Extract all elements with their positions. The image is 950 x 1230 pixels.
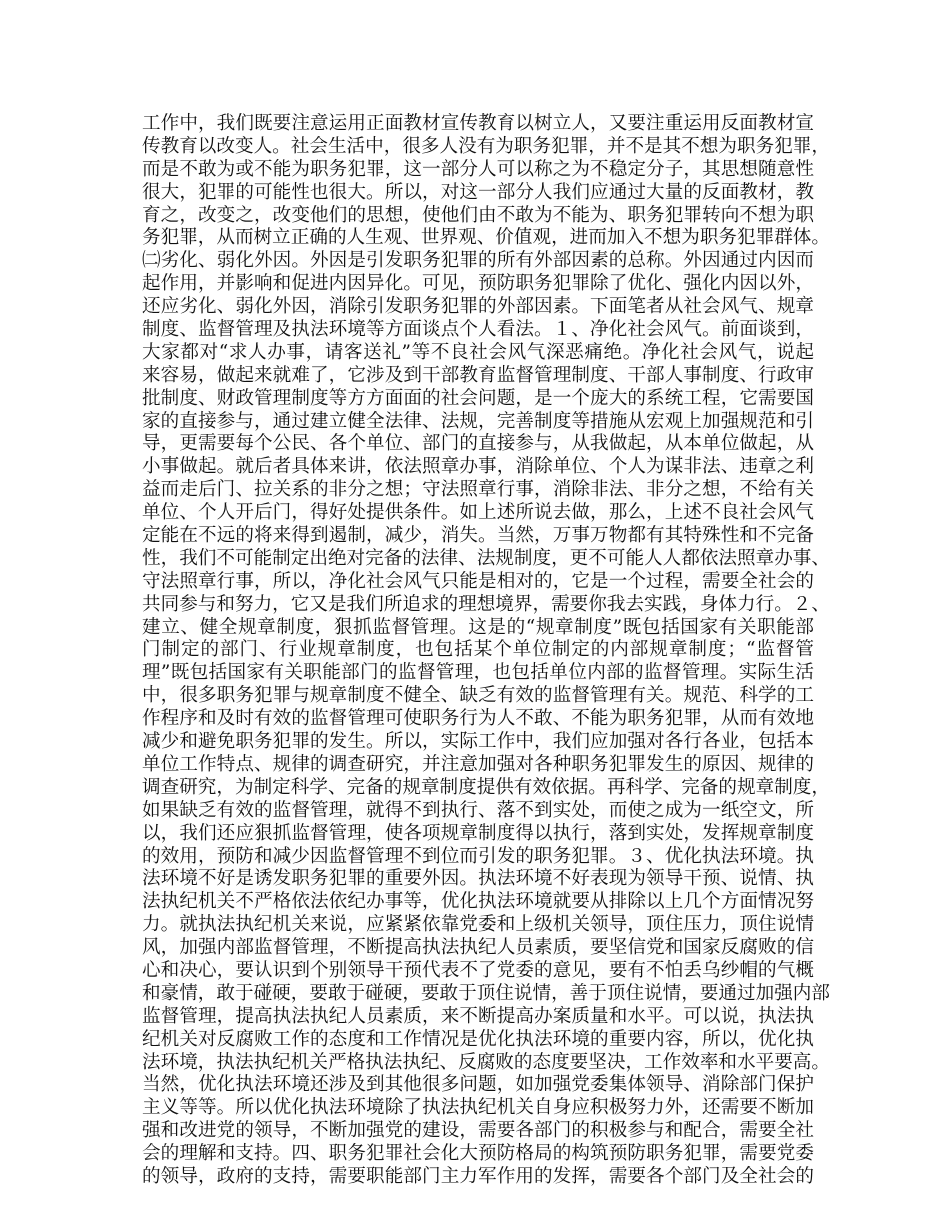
text-line: 法执纪机关不严格依法依纪办事等，优化执法环境就要从排除以上几个方面情况努 (142, 891, 814, 913)
text-line: 制度、监督管理及执法环境等方面谈点个人看法。１、净化社会风气。前面谈到， (142, 319, 814, 341)
text-line: ㈡劣化、弱化外因。外因是引发职务犯罪的所有外部因素的总称。外因通过内因而 (142, 250, 814, 272)
text-line: 的领导，政府的支持，需要职能部门主力军作用的发挥，需要各个部门及全社会的 (142, 1165, 814, 1187)
text-line: 单位、个人开后门，得好处提供条件。如上述所说去做，那么，上述不良社会风气 (142, 502, 814, 524)
text-line: 共同参与和努力，它又是我们所追求的理想境界，需要你我去实践，身体力行。２、 (142, 593, 830, 615)
text-line: 会的理解和支持。四、职务犯罪社会化大预防格局的构筑预防职务犯罪，需要党委 (142, 1143, 814, 1165)
text-line: 力。就执法执纪机关来说，应紧紧依靠党委和上级机关领导，顶住压力，顶住说情 (142, 914, 814, 936)
text-line: 导，更需要每个公民、各个单位、部门的直接参与，从我做起，从本单位做起，从 (142, 433, 814, 455)
text-line: 务犯罪，从而树立正确的人生观、世界观、价值观，进而加入不想为职务犯罪群体。 (142, 227, 830, 249)
document-body (142, 113, 830, 1189)
text-line: 起作用，并影响和促进内因异化。可见，预防职务犯罪除了优化、强化内因以外， (142, 273, 814, 295)
text-line: 单位工作特点、规律的调查研究，并注意加强对各种职务犯罪发生的原因、规律的 (142, 753, 814, 775)
text-line: 纪机关对反腐败工作的态度和工作情况是优化执法环境的重要内容，所以，优化执 (142, 1028, 814, 1050)
text-line: 来容易，做起来就难了，它涉及到干部教育监督管理制度、干部人事制度、行政审 (142, 364, 814, 386)
text-line: 理”既包括国家有关职能部门的监督管理，也包括单位内部的监督管理。实际生活 (142, 662, 814, 684)
text-line: 还应劣化、弱化外因，消除引发职务犯罪的外部因素。下面笔者从社会风气、规章 (142, 296, 814, 318)
text-line: 中，很多职务犯罪与规章制度不健全、缺乏有效的监督管理有关。规范、科学的工 (142, 685, 814, 707)
text-line: 以，我们还应狠抓监督管理，使各项规章制度得以执行，落到实处，发挥规章制度 (142, 822, 814, 844)
text-line: 风，加强内部监督管理，不断提高执法执纪人员素质，要坚信党和国家反腐败的信 (142, 937, 814, 959)
text-line: 工作中，我们既要注意运用正面教材宣传教育以树立人，又要注重运用反面教材宣 (142, 113, 814, 134)
text-line: 家的直接参与，通过建立健全法律、法规，完善制度等措施从宏观上加强规范和引 (142, 410, 814, 432)
text-line: 益而走后门、拉关系的非分之想；守法照章行事，消除非法、非分之想，不给有关 (142, 479, 814, 501)
text-line: 批制度、财政管理制度等方方面面的社会问题，是一个庞大的系统工程，它需要国 (142, 387, 814, 409)
text-line: 当然，优化执法环境还涉及到其他很多问题，如加强党委集体领导、消除部门保护 (142, 1074, 814, 1096)
text-line: 调查研究，为制定科学、完备的规章制度提供有效依据。再科学、完备的规章制度， (142, 776, 830, 798)
text-line: 减少和避免职务犯罪的发生。所以，实际工作中，我们应加强对各行各业，包括本 (142, 731, 814, 753)
text-line: 门制定的部门、行业规章制度，也包括某个单位制定的内部规章制度；“监督管 (142, 639, 814, 661)
text-line: 建立、健全规章制度，狠抓监督管理。这是的“规章制度”既包括国家有关职能部 (142, 616, 814, 638)
text-line: 很大，犯罪的可能性也很大。所以，对这一部分人我们应通过大量的反面教材，教 (142, 181, 814, 203)
text-line: 监督管理，提高执法执纪人员素质，来不断提高办案质量和水平。可以说，执法执 (142, 1005, 814, 1027)
text-line: 强和改进党的领导，不断加强党的建设，需要各部门的积极参与和配合，需要全社 (142, 1120, 814, 1142)
text-line: 作程序和及时有效的监督管理可使职务行为人不敢、不能为职务犯罪，从而有效地 (142, 708, 814, 730)
text-line: 大家都对“求人办事，请客送礼”等不良社会风气深恶痛绝。净化社会风气，说起 (142, 341, 814, 363)
text-line: 法环境，执法执纪机关严格执法执纪、反腐败的态度要坚决，工作效率和水平要高。 (142, 1051, 830, 1073)
text-line: 传教育以改变人。社会生活中，很多人没有为职务犯罪，并不是其不想为职务犯罪， (142, 135, 830, 157)
text-line: 育之，改变之，改变他们的思想，使他们由不敢为不能为、职务犯罪转向不想为职 (142, 204, 814, 226)
text-line: 性，我们不可能制定出绝对完备的法律、法规制度，更不可能人人都依法照章办事、 (142, 547, 830, 569)
text-line: 的效用，预防和减少因监督管理不到位而引发的职务犯罪。３、优化执法环境。执 (142, 845, 814, 867)
text-line: 而是不敢为或不能为职务犯罪，这一部分人可以称之为不稳定分子，其思想随意性 (142, 158, 814, 180)
text-line: 主义等等。所以优化执法环境除了执法执纪机关自身应积极努力外，还需要不断加 (142, 1097, 814, 1119)
text-line: 小事做起。就后者具体来讲，依法照章办事，消除单位、个人为谋非法、违章之利 (142, 456, 814, 478)
text-line: 和豪情，敢于碰硬，要敢于碰硬，要敢于顶住说情，善于顶住说情，要通过加强内部 (142, 982, 830, 1004)
text-line: 心和决心，要认识到个别领导干预代表不了党委的意见，要有不怕丢乌纱帽的气概 (142, 959, 814, 981)
text-line: 定能在不远的将来得到遏制，减少，消失。当然，万事万物都有其特殊性和不完备 (142, 525, 814, 547)
text-line: 守法照章行事，所以，净化社会风气只能是相对的，它是一个过程，需要全社会的 (142, 570, 814, 592)
text-line: 法环境不好是诱发职务犯罪的重要外因。执法环境不好表现为领导干预、说情、执 (142, 868, 814, 890)
text-line: 如果缺乏有效的监督管理，就得不到执行、落不到实处，而使之成为一纸空文，所 (142, 799, 814, 821)
